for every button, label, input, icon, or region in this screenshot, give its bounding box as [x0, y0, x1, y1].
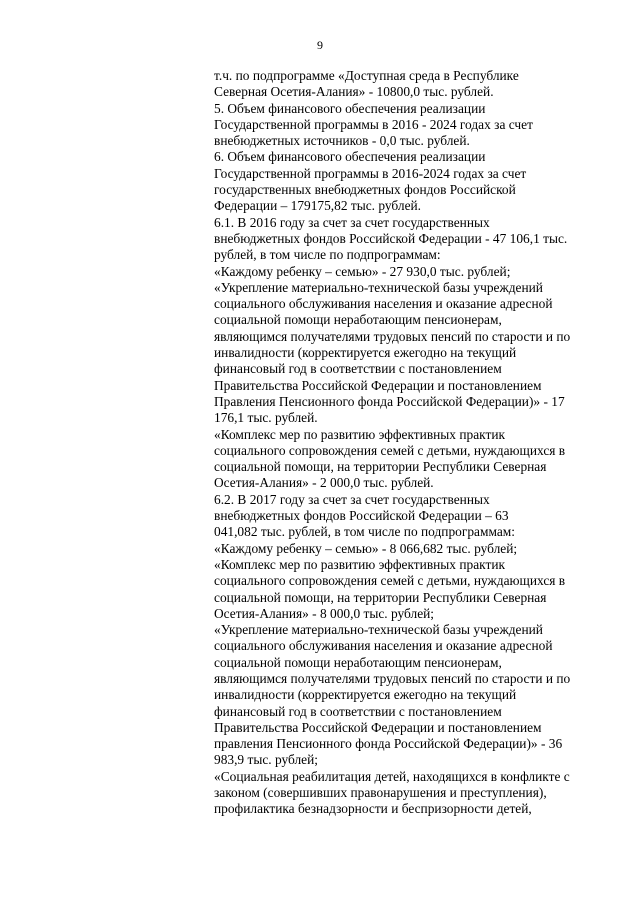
text-line: «Укрепление материально-технической базы учреждений [214, 279, 543, 295]
text-line: правления Пенсионного фонда Российской Федерации)» - 36 [214, 736, 563, 752]
text-line: социальной помощи неработающим пенсионерам, [214, 312, 502, 328]
text-line: являющимся получателями трудовых пенсий по старости и по [214, 670, 571, 686]
text-line: социальной помощи, на территории Республики Северная [214, 459, 547, 475]
text-line: социальной помощи, на территории Республики Северная [214, 589, 547, 605]
text-line: Правительства Российской Федерации и постановлением [214, 719, 542, 735]
text-line: социального обслуживания населения и оказание адресной [214, 296, 553, 312]
text-line: внебюджетных фондов Российской Федерации – 63 [214, 508, 509, 524]
text-line: 6.2. В 2017 году за счет за счет государственных [214, 491, 490, 507]
text-line: «Каждому ребенку – семью» - 27 930,0 тыс. рублей; [214, 263, 511, 279]
text-line: внебюджетных источников - 0,0 тыс. рублей. [214, 133, 470, 149]
text-line: «Социальная реабилитация детей, находящихся в конфликте с [214, 768, 570, 784]
text-line: Осетия-Алания» - 8 000,0 тыс. рублей; [214, 605, 435, 621]
text-line: финансовый год в соответствии с постановлением [214, 361, 502, 377]
text-line: «Комплекс мер по развитию эффективных практик [214, 426, 506, 442]
text-line: Государственной программы в 2016 - 2024 годах за счет [214, 116, 533, 132]
text-line: профилактика безнадзорности и беспризорности детей, [214, 801, 532, 817]
text-line: социального сопровождения семей с детьми, нуждающихся в [214, 442, 566, 458]
text-line: являющимся получателями трудовых пенсий по старости и по [214, 328, 571, 344]
text-line: 041,082 тыс. рублей, в том числе по подпрограммам: [214, 524, 515, 540]
text-line: рублей, в том числе по подпрограммам: [214, 247, 441, 263]
body-text [214, 68, 614, 818]
text-line: инвалидности (корректируется ежегодно на текущий [214, 687, 517, 703]
text-line: «Каждому ребенку – семью» - 8 066,682 тыс. рублей; [214, 540, 518, 556]
text-line: внебюджетных фондов Российской Федерации - 47 106,1 тыс. [214, 230, 568, 246]
text-line: 176,1 тыс. рублей. [214, 410, 318, 426]
text-line: 983,9 тыс. рублей; [214, 752, 318, 768]
text-line: Федерации – 179175,82 тыс. рублей. [214, 198, 422, 214]
text-line: 6. Объем финансового обеспечения реализации [214, 149, 486, 165]
text-line: Правительства Российской Федерации и постановлением [214, 377, 542, 393]
text-line: инвалидности (корректируется ежегодно на текущий [214, 345, 517, 361]
text-line: социальной помощи неработающим пенсионерам, [214, 654, 502, 670]
text-line: «Укрепление материально-технической базы учреждений [214, 622, 543, 638]
text-line: Северная Осетия-Алания» - 10800,0 тыс. рублей. [214, 84, 494, 100]
text-line: социального обслуживания населения и оказание адресной [214, 638, 553, 654]
text-line: 5. Объем финансового обеспечения реализации [214, 100, 486, 116]
text-line: 6.1. В 2016 году за счет за счет государственных [214, 214, 490, 230]
text-line: финансовый год в соответствии с постановлением [214, 703, 502, 719]
text-line: «Комплекс мер по развитию эффективных практик [214, 556, 506, 572]
text-line: государственных внебюджетных фондов Российской [214, 182, 516, 198]
page-number: 9 [317, 38, 323, 52]
text-line: Правления Пенсионного фонда Российской Федерации)» - 17 [214, 393, 565, 409]
text-line: социального сопровождения семей с детьми, нуждающихся в [214, 573, 566, 589]
text-line: т.ч. по подпрограмме «Доступная среда в Республике [214, 68, 519, 83]
text-line: Государственной программы в 2016-2024 годах за счет [214, 165, 527, 181]
text-line: Осетия-Алания» - 2 000,0 тыс. рублей. [214, 475, 434, 491]
text-line: законом (совершивших правонарушения и преступления), [214, 785, 547, 801]
